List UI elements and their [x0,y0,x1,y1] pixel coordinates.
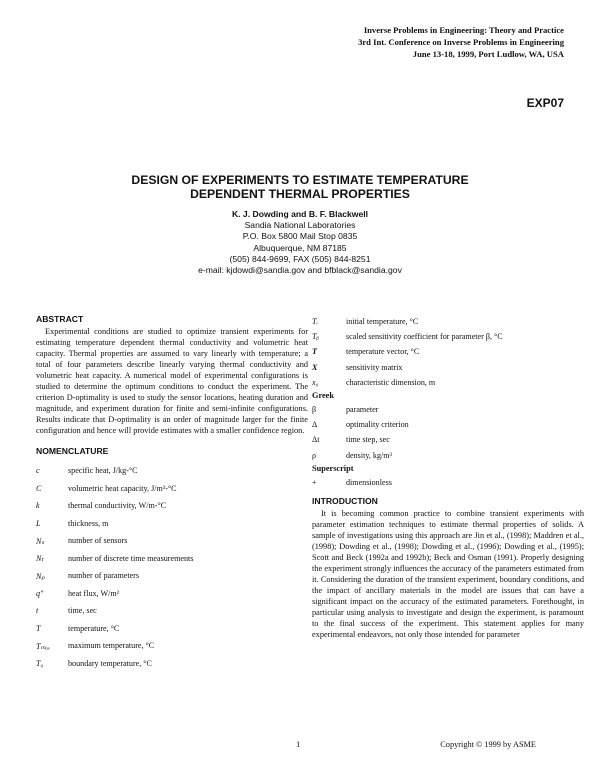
nomenclature-description: boundary temperature, °C [68,658,152,668]
greek-symbol: Δt [312,435,320,445]
nomenclature-item [36,585,308,603]
nomenclature-item [36,532,308,550]
nomenclature-item [36,480,308,498]
copyright-notice: Copyright © 1999 by ASME [440,740,536,749]
right-column [312,314,584,640]
nomenclature-symbol: C [36,483,42,493]
greek-description: density, kg/m³ [346,450,392,460]
nomenclature-item [312,329,584,344]
paper-code: EXP07 [526,96,564,110]
nomenclature-item [36,637,308,655]
nomenclature-symbol: Nₚ [36,571,45,581]
greek-item [312,402,584,417]
nomenclature-symbol: Tᵢ [312,317,318,327]
nomenclature-item [36,567,308,585]
nomenclature-symbol: q" [36,588,44,598]
paper-title-line: DEPENDENT THERMAL PROPERTIES [190,187,410,201]
nomenclature-description: scaled sensitivity coefficient for parameter β, °C [346,332,503,342]
conference-header [244,24,564,60]
nomenclature-item [36,515,308,533]
nomenclature-heading: NOMENCLATURE [36,446,109,456]
nomenclature-symbol: c [36,466,40,476]
nomenclature-item [312,375,584,390]
greek-symbol: β [312,405,317,415]
nomenclature-description: time, sec [68,606,97,616]
nomenclature-item [36,497,308,515]
nomenclature-description: initial temperature, °C [346,317,419,327]
greek-description: parameter [346,405,379,415]
abstract-heading: ABSTRACT [36,314,84,324]
nomenclature-description: volumetric heat capacity, J/m³-°C [68,483,177,493]
nomenclature-item [312,344,584,359]
nomenclature-description: number of sensors [68,536,128,546]
nomenclature-description: sensitivity matrix [346,362,403,372]
author-email: e-mail: kjdowdi@sandia.gov and bfblack@sandia.gov [198,265,402,276]
superscript-item [312,475,584,490]
paper-title-line: DESIGN OF EXPERIMENTS TO ESTIMATE TEMPERATURE [131,173,469,187]
superscript-symbol: + [312,477,317,487]
nomenclature-item [36,620,308,638]
nomenclature-description: heat flux, W/m² [68,588,120,598]
left-column [36,314,308,672]
greek-item [312,448,584,463]
page-number: 1 [296,739,301,749]
nomenclature-symbol: Tₘₐₓ [36,641,51,651]
author-block [0,209,600,276]
nomenclature-symbol: T [312,347,317,357]
nomenclature-symbol: Nₜ [36,554,44,564]
nomenclature-description: number of discrete time measurements [68,553,194,563]
nomenclature-symbol: T [36,623,41,633]
nomenclature-symbol: x₀ [312,377,319,387]
nomenclature-description: specific heat, J/kg-°C [68,466,138,476]
introduction-text: It is becoming common practice to combine transient experiments with parameter estimation techniques to estimate thermal properties of solids. A sample of investigations using this approach are Jin et al., (1998); Maddren et al., (1998); Dowding et al., (1998); Dowding et al., (1996); Dowding et al., (1995); Scott and Beck (1992a and 1992b); Beck and Osman (1991). Properly designing the experiment strongly influences the accuracy of the parameters estimated from it. Considering the duration of the transient experiment, boundary conditions, and the impact of ancillary materials in the model are issues that can have a significant impact on the accuracy of the estimated parameters. Forethought, in particular using analysis to investigate and design the experiment, is paramount to the final success of the experiment. This statement applies for many experimental endeavors, not only those intended for parameter [312,508,584,639]
affiliation-line: P.O. Box 5800 Mail Stop 0835 [242,231,358,242]
author-names: K. J. Dowding and B. F. Blackwell [231,209,369,219]
nomenclature-symbol: T₀ [36,658,44,668]
greek-description: optimality criterion [346,420,409,430]
nomenclature-symbol: L [36,518,41,528]
nomenclature-symbol: Nₛ [36,536,45,546]
nomenclature-continued [312,314,584,390]
nomenclature-item [312,314,584,329]
nomenclature-list [36,462,308,672]
conference-header-line: June 13-18, 1999, Port Ludlow, WA, USA [412,49,564,59]
nomenclature-item [36,602,308,620]
nomenclature-description: temperature, °C [68,623,120,633]
nomenclature-description: temperature vector, °C [346,347,420,357]
nomenclature-symbol: X [312,362,318,372]
affiliation-line: (505) 844-9699, FAX (505) 844-8251 [229,253,371,264]
nomenclature-symbol: t [36,606,39,616]
affiliation-line: Sandia National Laboratories [244,220,356,231]
nomenclature-symbol: Tᵦ [312,332,319,342]
conference-header-line: 3rd Int. Conference on Inverse Problems in Engineering [358,37,564,47]
affiliation-line: Albuquerque, NM 87185 [253,242,347,253]
nomenclature-description: characteristic dimension, m [346,377,436,387]
introduction-heading: INTRODUCTION [312,495,378,506]
greek-symbol: ρ [312,450,317,460]
nomenclature-description: maximum temperature, °C [68,641,155,651]
superscript-description: dimensionless [346,477,392,487]
nomenclature-item [36,462,308,480]
paper-title [0,173,600,201]
nomenclature-description: number of parameters [68,571,140,581]
abstract-text: Experimental conditions are studied to optimize transient experiments for estimating temperature dependent thermal conductivity and volumetric heat capacity. Thermal properties are assumed to vary linearly with temperature; a total of four parameters describe linearly varying thermal conductivity and volumetric heat capacity. A numerical model of experimental configurations is studied to determine the optimum conditions to conduct the experiment. The criterion D-optimality is used to study the sensor locations, heating duration and magnitude, and experiment duration for finite and semi-infinite configurations. Results indicate that D-optimality is an order of magnitude larger for the finite configuration and hence will provide estimates with a smaller confidence region. [36,327,308,435]
nomenclature-item [312,360,584,375]
greek-symbol: Δ [312,420,318,430]
greek-heading: Greek [312,390,334,400]
nomenclature-description: thermal conductivity, W/m-°C [68,501,167,511]
greek-item [312,417,584,432]
superscript-heading: Superscript [312,463,354,473]
greek-description: time step, sec [346,435,390,445]
nomenclature-symbol: k [36,501,40,511]
conference-header-line: Inverse Problems in Engineering: Theory and Practice [363,25,564,35]
greek-item [312,432,584,447]
nomenclature-item [36,655,308,673]
nomenclature-item [36,550,308,568]
nomenclature-description: thickness, m [68,518,109,528]
